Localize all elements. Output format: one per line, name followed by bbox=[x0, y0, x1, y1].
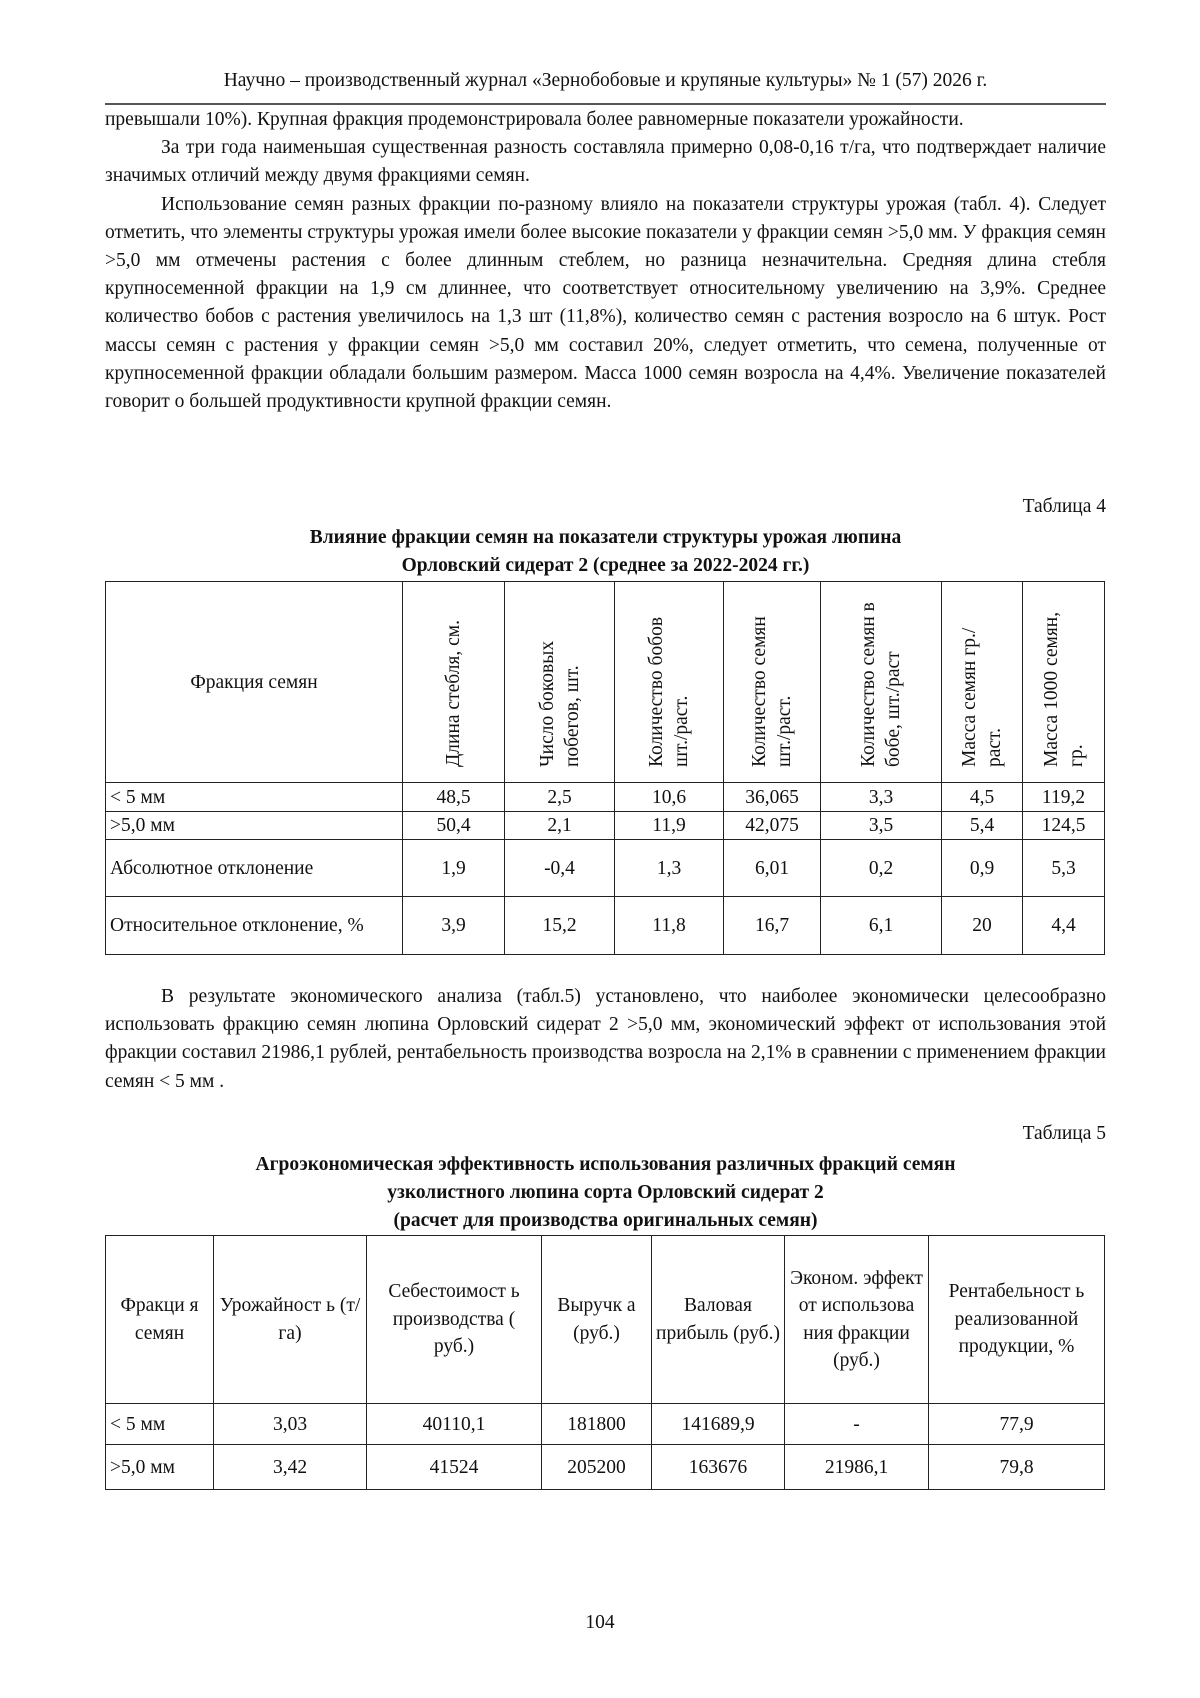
cell: 41524 bbox=[367, 1445, 542, 1490]
column-header: Эконом. эффект от использова ния фракции (руб.) bbox=[785, 1236, 929, 1404]
cell: 10,6 bbox=[615, 783, 724, 812]
table-row bbox=[106, 812, 1105, 840]
cell: 79,8 bbox=[929, 1445, 1105, 1490]
cell: 40110,1 bbox=[367, 1404, 542, 1445]
page-number: 104 bbox=[585, 1612, 615, 1633]
column-header: Количество семян в бобе, шт./раст bbox=[821, 582, 942, 783]
cell: 11,9 bbox=[615, 812, 724, 840]
body-text-top bbox=[105, 106, 1106, 416]
paragraph: превышали 10%). Крупная фракция продемонстрировала более равномерные показатели урожайности. bbox=[105, 109, 964, 130]
column-header: Масса семян гр./раст. bbox=[942, 582, 1023, 783]
cell: >5,0 мм bbox=[106, 812, 403, 840]
column-header: Фракция семян bbox=[106, 582, 403, 783]
table-row bbox=[106, 783, 1105, 812]
column-header: Число боковых побегов, шт. bbox=[505, 582, 615, 783]
cell: 20 bbox=[942, 897, 1023, 955]
table4-label: Таблица 4 bbox=[1022, 496, 1106, 517]
cell: 36,065 bbox=[724, 783, 821, 812]
column-header: Себестоимост ь производства ( руб.) bbox=[367, 1236, 542, 1404]
column-header: Масса 1000 семян, гр. bbox=[1023, 582, 1105, 783]
cell: < 5 мм bbox=[106, 1404, 214, 1445]
table-header-row bbox=[106, 582, 1105, 783]
cell: 1,3 bbox=[615, 840, 724, 897]
cell: 2,1 bbox=[505, 812, 615, 840]
cell: 119,2 bbox=[1023, 783, 1105, 812]
cell: 3,03 bbox=[214, 1404, 367, 1445]
cell: 5,4 bbox=[942, 812, 1023, 840]
column-header: Количество бобов шт./раст. bbox=[615, 582, 724, 783]
table5-label: Таблица 5 bbox=[1022, 1123, 1106, 1144]
table4 bbox=[105, 581, 1105, 955]
cell: 4,5 bbox=[942, 783, 1023, 812]
cell: 6,01 bbox=[724, 840, 821, 897]
cell: 0,2 bbox=[821, 840, 942, 897]
cell: 3,9 bbox=[403, 897, 505, 955]
cell: 48,5 bbox=[403, 783, 505, 812]
cell: >5,0 мм bbox=[106, 1445, 214, 1490]
cell: Относительное отклонение, % bbox=[106, 897, 403, 955]
cell: 11,8 bbox=[615, 897, 724, 955]
table-row bbox=[106, 897, 1105, 955]
table4-title-line: Орловский сидерат 2 (среднее за 2022-2024 гг.) bbox=[401, 555, 810, 576]
table5-title-line: узколистного люпина сорта Орловский сидерат 2 bbox=[387, 1182, 824, 1203]
column-header: Фракци я семян bbox=[106, 1236, 214, 1404]
cell: 15,2 bbox=[505, 897, 615, 955]
column-header: Урожайност ь (т/га) bbox=[214, 1236, 367, 1404]
cell: 3,3 bbox=[821, 783, 942, 812]
cell: 124,5 bbox=[1023, 812, 1105, 840]
table5-title-line: (расчет для производства оригинальных семян) bbox=[393, 1210, 818, 1231]
cell: 141689,9 bbox=[652, 1404, 785, 1445]
table5-title-line: Агроэкономическая эффективность использования различных фракций семян bbox=[255, 1154, 956, 1175]
cell: 205200 bbox=[542, 1445, 652, 1490]
header-divider bbox=[105, 103, 1106, 105]
table4-title bbox=[105, 524, 1106, 580]
cell: 181800 bbox=[542, 1404, 652, 1445]
cell: 3,5 bbox=[821, 812, 942, 840]
table5 bbox=[105, 1235, 1105, 1490]
cell: -0,4 bbox=[505, 840, 615, 897]
column-header: Выручк а (руб.) bbox=[542, 1236, 652, 1404]
body-text-mid bbox=[105, 983, 1106, 1096]
paragraph: В результате экономического анализа (табл.5) установлено, что наиболее экономически целесообразно использовать фракцию семян люпина Орловский сидерат 2 >5,0 мм, экономический эффект от использования этой фракции составил 21986,1 рублей, рентабельность производства возросла на 2,1% в сравнении с применением фракции семян < 5 мм . bbox=[105, 986, 1106, 1092]
table4-title-line: Влияние фракции семян на показатели структуры урожая люпина bbox=[309, 527, 902, 548]
cell: 5,3 bbox=[1023, 840, 1105, 897]
table-header-row bbox=[106, 1236, 1105, 1404]
cell: - bbox=[785, 1404, 929, 1445]
table-row bbox=[106, 1445, 1105, 1490]
paragraph: За три года наименьшая существенная разность составляла примерно 0,08-0,16 т/га, что подтверждает наличие значимых отличий между двумя фракциями семян. bbox=[105, 137, 1106, 187]
cell: 4,4 bbox=[1023, 897, 1105, 955]
table-row bbox=[106, 840, 1105, 897]
cell: 6,1 bbox=[821, 897, 942, 955]
cell: 50,4 bbox=[403, 812, 505, 840]
cell: 3,42 bbox=[214, 1445, 367, 1490]
table5-title bbox=[105, 1151, 1106, 1235]
table-row bbox=[106, 1404, 1105, 1445]
journal-header: Научно – производственный журнал «Зернобобовые и крупяные культуры» № 1 (57) 2026 г. bbox=[223, 70, 988, 91]
cell: 2,5 bbox=[505, 783, 615, 812]
cell: 1,9 bbox=[403, 840, 505, 897]
cell: 0,9 bbox=[942, 840, 1023, 897]
cell: Абсолютное отклонение bbox=[106, 840, 403, 897]
cell: 42,075 bbox=[724, 812, 821, 840]
cell: 163676 bbox=[652, 1445, 785, 1490]
cell: 16,7 bbox=[724, 897, 821, 955]
column-header: Длина стебля, см. bbox=[403, 582, 505, 783]
cell: 21986,1 bbox=[785, 1445, 929, 1490]
column-header: Рентабельност ь реализованной продукции, % bbox=[929, 1236, 1105, 1404]
cell: 77,9 bbox=[929, 1404, 1105, 1445]
cell: < 5 мм bbox=[106, 783, 403, 812]
column-header: Валовая прибыль (руб.) bbox=[652, 1236, 785, 1404]
paragraph: Использование семян разных фракции по-разному влияло на показатели структуры урожая (табл. 4). Следует отметить, что элементы структуры урожая имели более высокие показатели у фракции семян >5,0 мм. У фракция семян >5,0 мм отмечены растения с более длинным стеблем, но разница незначительна. Средняя длина стебля крупносеменной фракции на 1,9 см длиннее, что соответствует относительному увеличению на 3,9%. Среднее количество бобов с растения увеличилось на 1,3 шт (11,8%), количество семян с растения возросло на 6 штук. Рост массы семян с растения у фракции семян >5,0 мм составил 20%, следует отметить, что семена, полученные от крупносеменной фракции обладали большим размером. Масса 1000 семян возросла на 4,4%. Увеличение показателей говорит о большей продуктивности крупной фракции семян. bbox=[105, 193, 1106, 413]
column-header: Количество семян шт./раст. bbox=[724, 582, 821, 783]
